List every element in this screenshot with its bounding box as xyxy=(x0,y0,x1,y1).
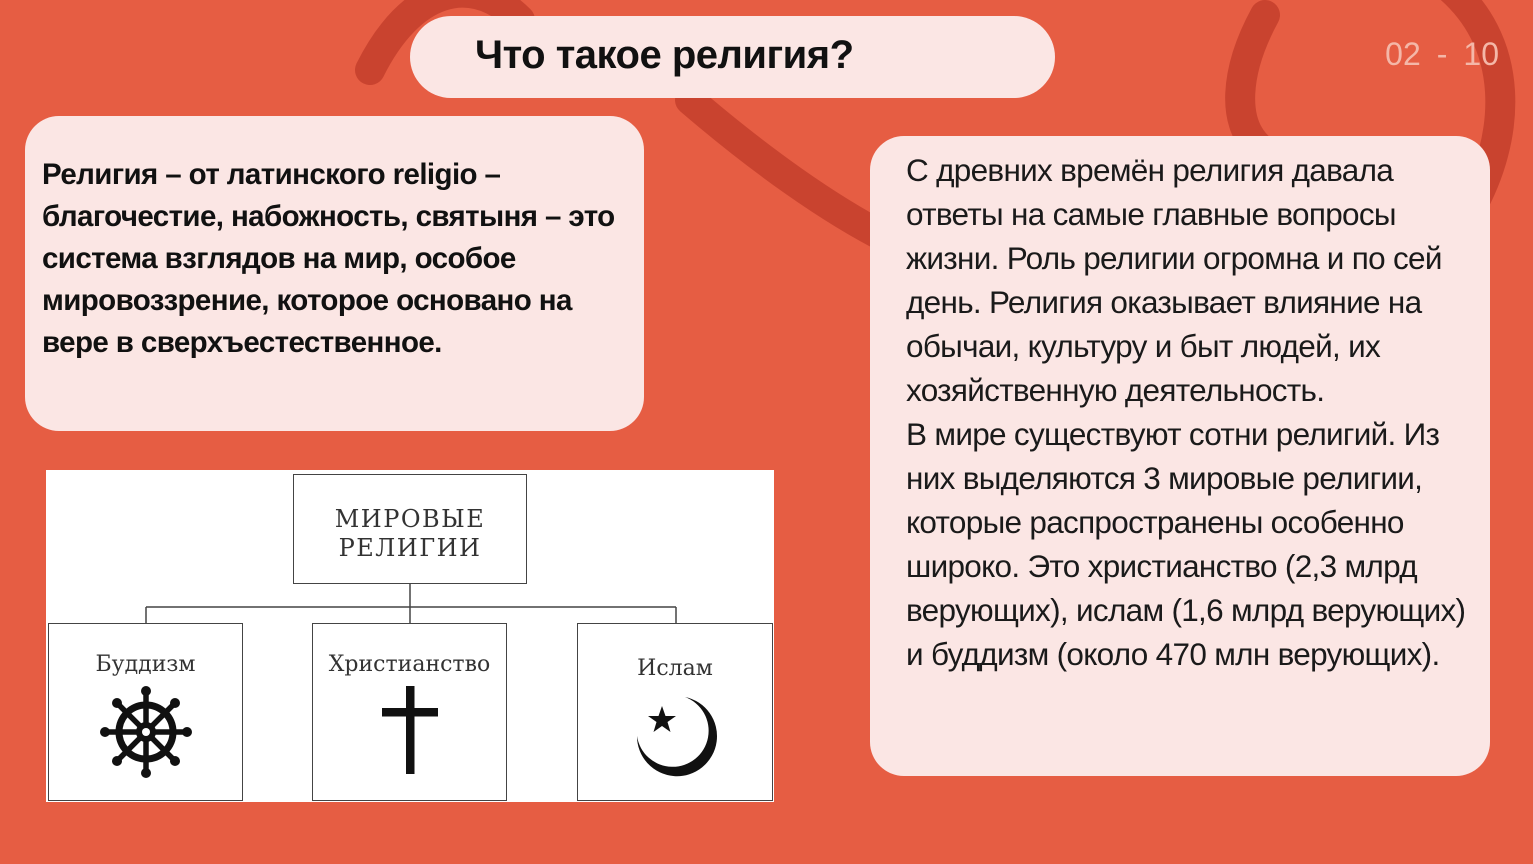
religion-box-islam xyxy=(577,623,773,801)
cross-icon xyxy=(380,684,440,776)
star-crescent-icon xyxy=(630,692,720,782)
definition-card xyxy=(25,116,644,431)
page-current: 02 xyxy=(1385,36,1421,72)
religion-label: Буддизм xyxy=(95,652,196,677)
info-paragraph-2: В мире существуют сотни религий. Из них выделяются 3 мировые религии, которые распространены особенно широко. Это христианство (2,3 млрд верующих), ислам (1,6 млрд верующих) и буддизм (около 470 млн верующих). xyxy=(906,416,1466,672)
definition-text: Религия – от латинского religio – благочестие, набожность, святыня – это система взглядов на мир, особое мировоззрение, которое основано на вере в сверхъестественное. xyxy=(42,158,615,359)
religion-box-buddhism xyxy=(48,623,243,801)
religion-label: Ислам xyxy=(637,656,713,681)
diagram-root-label: МИРОВЫЕ РЕЛИГИИ xyxy=(334,505,486,562)
info-card xyxy=(870,136,1490,776)
page-indicator xyxy=(1385,36,1499,73)
info-paragraph-1: С древних времён религия давала ответы на самые главные вопросы жизни. Роль религии огромна и по сей день. Религия оказывает влияние на обычаи, культуру и быт людей, их хозяйственную деятельность. xyxy=(906,152,1442,408)
title-banner xyxy=(410,16,1055,98)
religion-box-christianity xyxy=(312,623,507,801)
diagram-root-box xyxy=(293,474,527,584)
dharma-wheel-icon xyxy=(100,686,192,778)
religion-label: Христианство xyxy=(328,652,491,677)
info-text xyxy=(906,148,1486,676)
slide-title: Что такое религия? xyxy=(475,33,854,77)
page-separator: - xyxy=(1436,36,1448,72)
page-total: 10 xyxy=(1463,36,1499,72)
world-religions-diagram xyxy=(46,470,774,802)
